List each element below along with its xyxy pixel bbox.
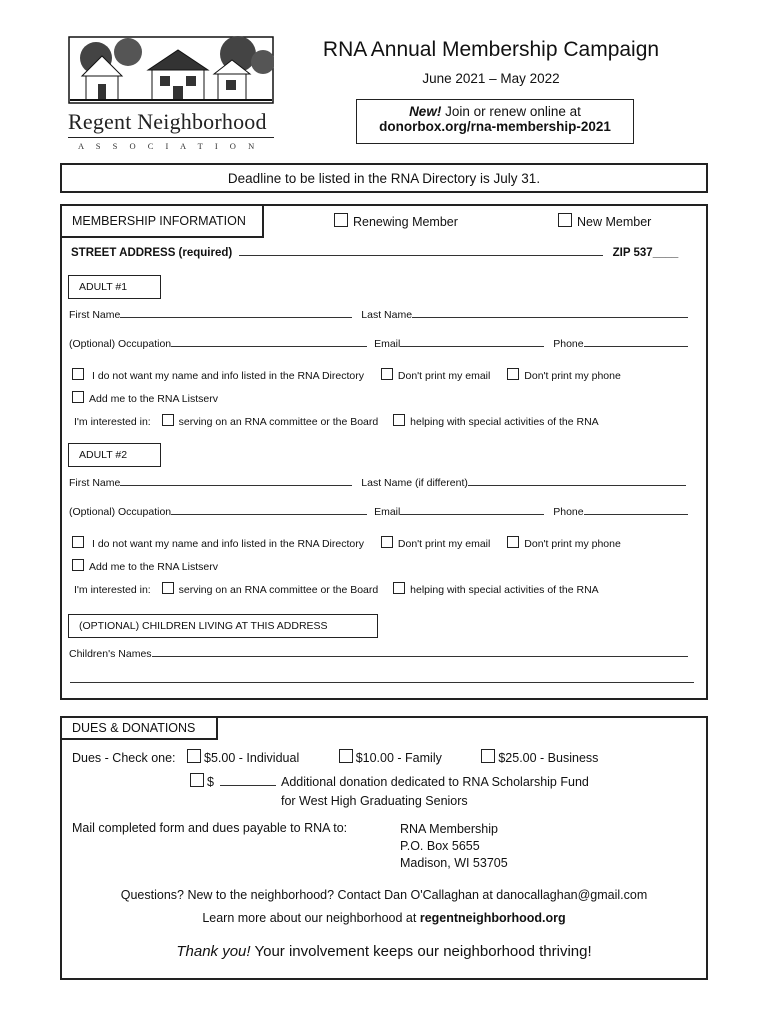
adult1-first-name-field[interactable] <box>120 317 352 318</box>
mail-address-line1: RNA Membership <box>400 822 498 836</box>
children-tab <box>68 614 378 638</box>
adult1-phone-field[interactable] <box>584 346 688 347</box>
adult1-interest-row <box>74 414 701 428</box>
children-names-field[interactable] <box>152 656 688 657</box>
thank-you-italic: Thank you! <box>176 943 251 960</box>
donation-description-line2: for West High Graduating Seniors <box>281 794 468 808</box>
adult2-phone-field[interactable] <box>584 514 688 515</box>
website-link[interactable]: regentneighborhood.org <box>419 911 566 925</box>
adult1-committee-label: serving on an RNA committee or the Board <box>178 416 379 428</box>
adult2-no-phone-label: Don't print my phone <box>524 538 621 550</box>
dues-family-checkbox[interactable] <box>339 749 353 763</box>
adult2-tab-label: ADULT #2 <box>79 449 128 461</box>
membership-tab <box>60 204 264 238</box>
adult1-occupation-label: (Optional) Occupation <box>69 338 172 350</box>
dues-individual-label: $5.00 - Individual <box>204 751 300 765</box>
donation-description-line1: Additional donation dedicated to RNA Scholarship Fund <box>281 775 589 789</box>
adult2-last-name-label: Last Name (if different) <box>361 477 468 489</box>
adult1-privacy-row <box>72 368 701 382</box>
adult2-email-field[interactable] <box>400 514 544 515</box>
adult2-interest-row <box>74 582 701 596</box>
donation-dollar-label: $ <box>207 775 214 789</box>
renewing-checkbox[interactable] <box>334 213 348 227</box>
adult2-listserv-row <box>72 559 701 573</box>
renewing-label: Renewing Member <box>353 215 458 229</box>
mail-instructions: Mail completed form and dues payable to RNA to: <box>72 821 348 835</box>
learn-more-prefix: Learn more about our neighborhood at <box>202 911 420 925</box>
dues-options-row <box>72 749 598 765</box>
adult2-last-name-field[interactable] <box>468 485 686 486</box>
online-join-box <box>356 99 634 144</box>
adult2-committee-label: serving on an RNA committee or the Board <box>178 584 379 596</box>
children-tab-label: (OPTIONAL) CHILDREN LIVING AT THIS ADDRESS <box>79 620 328 632</box>
adult2-listserv-checkbox[interactable] <box>72 559 84 571</box>
mail-address-line3: Madison, WI 53705 <box>400 856 508 870</box>
adult1-last-name-field[interactable] <box>412 317 688 318</box>
online-text: Join or renew online at <box>441 104 581 119</box>
adult1-first-name-label: First Name <box>69 309 121 321</box>
renewing-member-option[interactable] <box>334 213 458 229</box>
adult1-no-list-label: I do not want my name and info listed in the RNA Directory <box>92 370 364 382</box>
adult1-tab <box>68 275 161 299</box>
adult2-committee-checkbox[interactable] <box>162 582 174 594</box>
org-subtitle: A S S O C I A T I O N <box>78 141 260 151</box>
page-title: RNA Annual Membership Campaign <box>322 38 660 61</box>
adult1-listserv-checkbox[interactable] <box>72 391 84 403</box>
deadline-banner <box>60 163 708 193</box>
adult1-last-name-label: Last Name <box>361 309 413 321</box>
org-name: Regent Neighborhood <box>68 109 274 138</box>
children-names-label: Children's Names <box>69 648 152 660</box>
dues-family-label: $10.00 - Family <box>355 751 442 765</box>
adult2-no-phone-checkbox[interactable] <box>507 536 519 548</box>
dues-business-label: $25.00 - Business <box>498 751 599 765</box>
dues-check-one-label: Dues - Check one: <box>72 751 176 765</box>
adult1-no-list-checkbox[interactable] <box>72 368 84 380</box>
adult2-no-email-checkbox[interactable] <box>381 536 393 548</box>
dues-individual-checkbox[interactable] <box>187 749 201 763</box>
neighborhood-illustration <box>68 36 274 104</box>
adult2-name-row <box>69 477 701 489</box>
adult1-occupation-field[interactable] <box>171 346 367 347</box>
adult2-privacy-row <box>72 536 701 550</box>
adult2-email-label: Email <box>374 506 401 518</box>
adult1-listserv-row <box>72 391 701 405</box>
adult2-occupation-label: (Optional) Occupation <box>69 506 172 518</box>
adult2-special-checkbox[interactable] <box>393 582 405 594</box>
adult1-no-email-label: Don't print my email <box>397 370 491 382</box>
deadline-text: Deadline to be listed in the RNA Directory is July 31. <box>227 171 541 186</box>
donation-row <box>190 773 276 789</box>
new-member-checkbox[interactable] <box>558 213 572 227</box>
adult2-no-list-checkbox[interactable] <box>72 536 84 548</box>
adult1-no-email-checkbox[interactable] <box>381 368 393 380</box>
street-address-row <box>71 247 701 259</box>
adult2-tab <box>68 443 161 467</box>
mail-address <box>400 821 508 872</box>
thank-you-text <box>60 943 708 960</box>
donation-checkbox[interactable] <box>190 773 204 787</box>
children-names-field-line2[interactable] <box>70 682 694 683</box>
adult1-email-label: Email <box>374 338 401 350</box>
adult1-tab-label: ADULT #1 <box>79 281 128 293</box>
donation-description <box>281 773 589 811</box>
learn-more-text <box>60 911 708 925</box>
campaign-dates: June 2021 – May 2022 <box>422 71 560 86</box>
online-url-link[interactable]: donorbox.org/rna-membership-2021 <box>379 119 611 134</box>
new-member-label: New Member <box>577 215 652 229</box>
thank-you-rest: Your involvement keeps our neighborhood thriving! <box>250 943 592 960</box>
adult1-listserv-label: Add me to the RNA Listserv <box>89 393 218 405</box>
adult2-listserv-label: Add me to the RNA Listserv <box>89 561 218 573</box>
rna-logo <box>68 36 274 151</box>
donation-amount-field[interactable] <box>220 785 276 786</box>
dues-business-checkbox[interactable] <box>481 749 495 763</box>
adult1-special-label: helping with special activities of the RNA <box>410 416 599 428</box>
street-address-field[interactable] <box>239 255 603 256</box>
adult1-contact-row <box>69 338 701 350</box>
street-address-label: STREET ADDRESS (required) <box>71 247 233 259</box>
adult2-occupation-field[interactable] <box>171 514 367 515</box>
adult2-no-list-label: I do not want my name and info listed in the RNA Directory <box>92 538 364 550</box>
adult1-phone-label: Phone <box>553 338 584 350</box>
mail-address-line2: P.O. Box 5655 <box>400 839 480 853</box>
dues-tab <box>60 716 218 740</box>
adult2-interested-label: I'm interested in: <box>74 584 151 596</box>
adult2-phone-label: Phone <box>553 506 584 518</box>
adult2-contact-row <box>69 506 701 518</box>
adult1-special-checkbox[interactable] <box>393 414 405 426</box>
adult2-no-email-label: Don't print my email <box>397 538 491 550</box>
adult2-first-name-label: First Name <box>69 477 121 489</box>
membership-tab-label: MEMBERSHIP INFORMATION <box>72 214 246 228</box>
adult2-special-label: helping with special activities of the RNA <box>410 584 599 596</box>
adult1-email-field[interactable] <box>400 346 544 347</box>
dues-tab-label: DUES & DONATIONS <box>72 721 196 735</box>
new-label: New! <box>409 104 442 119</box>
adult1-committee-checkbox[interactable] <box>162 414 174 426</box>
adult1-no-phone-checkbox[interactable] <box>507 368 519 380</box>
children-names-row <box>69 648 701 660</box>
new-member-option[interactable] <box>558 213 651 229</box>
adult1-no-phone-label: Don't print my phone <box>524 370 621 382</box>
zip-label: ZIP 537____ <box>612 247 679 259</box>
adult1-name-row <box>69 309 701 321</box>
adult2-first-name-field[interactable] <box>120 485 352 486</box>
adult1-interested-label: I'm interested in: <box>74 416 151 428</box>
questions-text: Questions? New to the neighborhood? Contact Dan O'Callaghan at danocallaghan@gmail.com <box>120 888 648 902</box>
